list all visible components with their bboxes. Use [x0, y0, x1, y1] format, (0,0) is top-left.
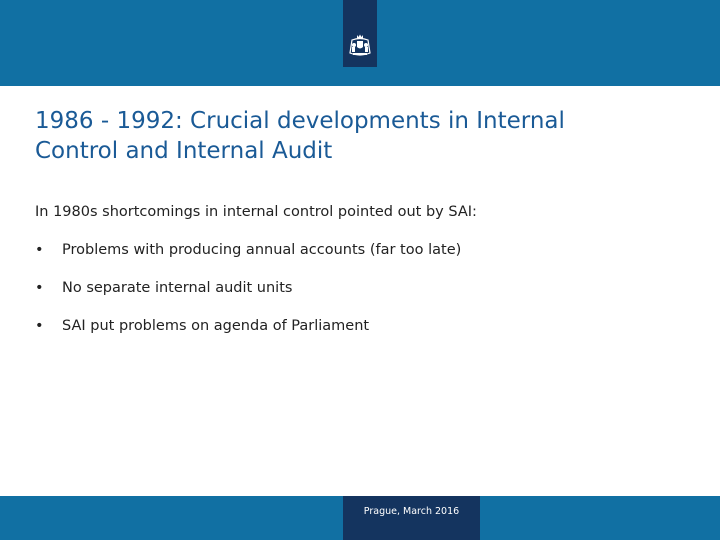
bullet-text: No separate internal audit units [62, 280, 293, 296]
bullet-icon: • [35, 318, 44, 334]
footer-text: Prague, March 2016 [363, 506, 460, 517]
bullet-text: SAI put problems on agenda of Parliament [62, 318, 370, 334]
footer-bar [0, 496, 720, 540]
bullet-item [35, 316, 685, 354]
emblem-box [343, 0, 377, 67]
bullet-item [35, 240, 685, 278]
bullet-icon: • [35, 280, 44, 296]
slide-title-line-1: 1986 - 1992: Crucial developments in Internal [35, 108, 565, 134]
royal-coat-of-arms-icon [348, 33, 372, 59]
top-banner [0, 0, 720, 86]
bullet-item [35, 278, 685, 316]
footer-box [343, 496, 480, 540]
bullet-list [35, 240, 685, 354]
bullet-text: Problems with producing annual accounts (far too late) [62, 242, 462, 258]
slide-title [35, 106, 685, 166]
intro-text: In 1980s shortcomings in internal control pointed out by SAI: [35, 204, 477, 220]
slide-title-line-2: Control and Internal Audit [35, 138, 333, 164]
bullet-icon: • [35, 242, 44, 258]
